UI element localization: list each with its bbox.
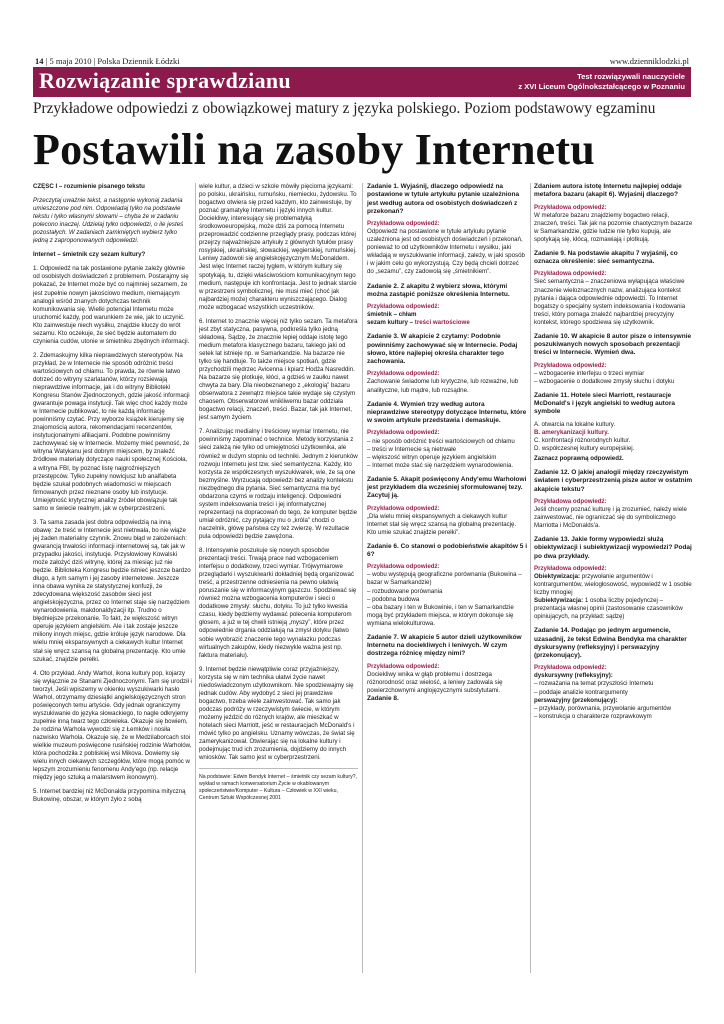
credit-line-2: z XVI Liceum Ogólnokształcącego w Poznaniu bbox=[518, 82, 685, 91]
task-13-question: Zadanie 13. Jakie formy wypowiedzi służą obiektywizacji i subiektywizacji wypowiedzi? Podaj po dwa przykłady. bbox=[534, 535, 692, 560]
answer-label: Przykładowa odpowiedź: bbox=[534, 497, 607, 505]
text-column-4 bbox=[534, 183, 694, 983]
task-11-option-a: A. otwarcia na lokalne kultury. bbox=[534, 420, 616, 428]
paragraph-4: 4. Oto przykład. Andy Warhol, ikona kultury pop, kojarzy się wyłącznie ze Stanami Zjednoczonymi. Tam się urodził i tworzył. Jeśli wpiszemy w okienku wyszukiwarki hasło Warhol, otrzymamy dziesiątki angielskojęzycznych stron poświęconych temu artyście. Gdy jednak ograniczymy wyszukiwanie do języka słowackiego, to nagle odkryjemy zupełnie inną twarz tego człowieka. Okazuje się bowiem, że rodzina Warhola wywodzi się z Łemków i nosiła nazwisko Warhola. Okazuje się, że w Medzilaborcach stoi wielkie muzeum poświęcone rusińskiej rodzinie Warholów, która pochodziła z pobliskiej wsi Mikova. Dowiemy się wielu innych ciekawych szczegółów, które mogą pomóc w lepszym zrozumieniu fenomenu Andy'ego (np. relacje między jego sztuką a malarstwem ikonowym). bbox=[33, 669, 192, 782]
task-14-heading-2: perswazyjny (przekonujący): bbox=[534, 696, 618, 704]
task-14-answer-2: – poddaje analizie kontrargumenty bbox=[534, 688, 628, 696]
task-10-question: Zadanie 10. W akapicie 8 autor pisze o intensywnie poszukiwanych nowych sposobach prezentacji treści w Internecie. Wymień dwa. bbox=[534, 332, 692, 357]
task-5-question: Zadanie 5. Akapit poświęcony Andy'emu Warholowi jest przykładem dla wcześniej sformułowanej tezy. Zacytuj ją. bbox=[367, 475, 527, 500]
task-8-heading: Zadanie 8. bbox=[367, 694, 399, 702]
page-number: 14 bbox=[35, 56, 44, 66]
task-11-option-b: B. amerykanizacji kultury. bbox=[534, 428, 609, 436]
article-headline: Postawili na zasoby Internetu bbox=[33, 125, 595, 174]
answer-label: Przykładowa odpowiedź: bbox=[534, 564, 607, 572]
task-7-answer: Dociekliwy wnika w głąb problemu i dostrzega różnorodność oraz wielość, a leniwy zadowala się powierzchownymi anglojęzycznymi substytutami. bbox=[367, 670, 503, 694]
paragraph-9: 9. Internet będzie niewątpliwie coraz przyjaźniejszy, korzysta się w nim technika ułatwi życie nawet niedoświadczonym użytkownikom. Nie spodziewajmy się jednak cudów. Aby wydobyć z sieci jej prawdziwe bogactwo, trzeba wiele zainwestować. Tak samo jak podczas podróży w rzeczywistym świecie, w którym możemy jeździć do różnych krajów, ale mieszkać w hotelach sieci Marriott, jeść w restauracjach McDonald's i mówić tylko po angielsku. Uznamy wówczas, że świat się zamerykanizował. Otwierając się na lokalne kultury i podejmując trud ich zrozumienia, dojdziemy do innych wniosków. Tak samo jest w cyberprzestrzeni. bbox=[199, 665, 355, 762]
task-10-answer-1: – wzbogacenie interfejsu o trzeci wymiar bbox=[534, 369, 645, 377]
task-3-question: Zadanie 3. W akapicie 2 czytamy: Podobnie powinniśmy zachowywać się w Internecie. Podaj słowo, które najlepiej określa charakter tego zachowania. bbox=[367, 333, 518, 366]
answer-label: Przykładowa odpowiedź: bbox=[367, 370, 440, 378]
answer-label: Przykładowa odpowiedź: bbox=[534, 203, 607, 211]
task-2-answer-2 bbox=[367, 319, 527, 327]
task-12-answer: Jeśli chcemy poznać kulturę i ją zrozumieć, należy wiele zainwestować, nie ograniczać się do symbolicznego Marriotta i McDonalds'a. bbox=[534, 505, 687, 529]
task-11-question: Zadanie 11. Hotele sieci Marriott, restauracje McDonald's i język angielski to według autora symbole bbox=[534, 391, 675, 416]
part-heading: CZĘŚĆ I – rozumienie pisanego tekstu bbox=[33, 183, 145, 190]
task-11-option-d: D. współczesnej kultury europejskiej. bbox=[534, 444, 635, 452]
task-6-answer-2: – rozbudowane porównania bbox=[367, 587, 443, 595]
task-3-answer: Zachowanie świadome lub krytyczne, lub rozważne, lub analityczne, lub mądre, lub rozsądne. bbox=[367, 378, 519, 394]
column-divider bbox=[362, 183, 363, 973]
task-4-question: Zadanie 4. Wymień trzy według autora nieprawdziwe stereotypy dotyczące Internetu, które w swoim artykule przedstawia i demaskuje. bbox=[367, 400, 527, 425]
task-7-question: Zadanie 7. W akapicie 5 autor dzieli użytkowników Internetu na dociekliwych i leniwych. W czym dostrzega różnicę między nimi? bbox=[367, 633, 522, 658]
task-11-option-c: C. konfrontacji różnorodnych kultur. bbox=[534, 436, 631, 444]
answer-label: Przykładowa odpowiedź: bbox=[367, 662, 440, 670]
task-6-answer-3: – podobna budowa bbox=[367, 595, 420, 603]
task-11-instruction: Zaznacz poprawną odpowiedź. bbox=[534, 454, 624, 462]
text-column-2 bbox=[199, 183, 358, 958]
task-14-answer-1: – rozważania na temat przyszłości Internetu bbox=[534, 680, 654, 688]
answer-label: Przykładowa odpowiedź: bbox=[534, 664, 607, 672]
paragraph-3: 3. Ta sama zasada jest dobra odpowiedzią na inną obawę: że treść w Internecie jest nietrwała, bo nie wiąże jej żaden materialny czynnik. Znowu błąd w założeniach: gwarancją trwałości informacji internetowej są, tak jak w przypadku jakości, instytucje. Przysłowiowy Kowalski może założyć dziś witrynę, której za miesiąc już nie będzie. Biblioteka Kongresu będzie istnieć jeszcze bardzo długo, a tym samym i jej zasoby internetowe. Jeszcze inna obawa wynika ze statystycznej konfuzji, że zdecydowana większość zasobów sieci jest angielskojęzyczna, przez co Internet staje się narzędziem wynarodowienia, makdonaldyzacji itp. Trudno o błędniejsze przekonanie. To fakt, że większość witryn operuje językiem angielskim. Ale i tak zostaje jeszcze miliony innych miejsc, gdzie króluje język narodowe. Dla wielu mniej ekspansywnych a ciekawych kultur Internet stał się wręcz szansą na globalną prezentację. Kto umie szukać, znajdzie perełki. bbox=[33, 518, 191, 663]
divider bbox=[199, 768, 358, 769]
task-10-answer-2: – wzbogacenie o dodatkowe zmysły słuchu i dotyku bbox=[534, 377, 675, 385]
task-14-question: Zadanie 14. Podając po jednym argumencie, uzasadnij, że tekst Edwina Bendyka ma charakter dyskursywny (refleksyjny) i perswazyjny (przekonujący). bbox=[534, 627, 687, 660]
issue-date: | 5 maja 2010 | Polska Dziennik Łódzki bbox=[43, 56, 180, 66]
task-6-answer-1: – wobu występują geograficzne porównania (Bukowina – bazar w Samarkandzie) bbox=[367, 571, 522, 587]
task-2-answer-term: sezam kultury – bbox=[367, 319, 415, 327]
column-divider bbox=[530, 183, 531, 973]
answer-label: Przykładowa odpowiedź: bbox=[367, 563, 440, 571]
answer-label: Przykładowa odpowiedź: bbox=[534, 270, 607, 278]
paragraph-2: 2. Zdemaskujmy kilka nieprawdziwych stereotypów. Na przykład, że w Internecie nie sposób odróżnić treści wartościowych od chłamu. To prawda, że równie łatwo dotrzeć do witryny szarlatanów, którzy rozsiewają nieprawdziwe informacje, jak i do witryny Biblioteki Kongresu Stanów Zjednoczonych, gdzie jakość informacji gwarantuje powaga instytucji. Tak więc choć każdy może w Internecie publikować, to nie każdą informację powinniśmy czytać. Przy wyborze książek kierujemy się znajomością autora, rekomendacjami recenzentów, instytucjonalnymi afiliacjami. Podobne powinniśmy zachowywać się w Internecie. Możemy mieć pewność, że witryna Watykanu jest dobrym miejscem, by znaleźć źródłowe materiały dotyczące nauki społecznej Kościoła, a witryna FBI, by poznać listę najgroźniejszych przestępców. Tylko zupełny nowicjusz lub analfabeta będzie szukał podobnych wiadomości w miejscach firmowanych przez nieznane osoby lub instytucje. Umiejętność krytycznej analizy źródeł obowiązuje tak samo w świecie realnym, jak w cyberprzestrzeni. bbox=[33, 351, 190, 512]
instructions: Przeczytaj uważnie tekst, a następnie wykonaj zadania umieszczone pod nim. Odpowiadaj tylko na podstawie tekstu i tylko własnymi słowami – chyba że w zadaniu polecono inaczej. Udzielaj tylko odpowiedzi, o ile jesteś pozostałych. W zadaniach zamkniętych wybierz tylko jedną z zaproponowanych odpowiedzi. bbox=[33, 197, 184, 245]
column-divider bbox=[195, 183, 196, 973]
site-url[interactable]: www.dzienniklodzki.pl bbox=[609, 56, 689, 66]
answer-label: Przykładowa odpowiedź: bbox=[534, 361, 607, 369]
task-9-question: Zadanie 9. Na podstawie akapitu 7 wyjaśnij, co oznacza określenie: sieć semantyczna. bbox=[534, 249, 678, 266]
source-article-title: Internet – śmietnik czy sezam kultury? bbox=[33, 251, 146, 259]
task-8-question: Zdaniem autora istotę Internetu najlepiej oddaje metafora bazaru (akapit 6). Wyjaśnij dlaczego? bbox=[534, 183, 682, 199]
task-4-answer-1: – nie sposób odróżnić treści wartościowych od chłamu bbox=[367, 437, 515, 445]
task-4-answer-4: – Internet może stać się narzędziem wynarodowienia. bbox=[367, 461, 514, 469]
task-4-answer-3: – większość witryn operuje językiem angielskim bbox=[367, 453, 497, 461]
paragraph-5-cont: wiele kultur, a dzieci w szkole mówiły pięcioma językami: po polsku, ukraińsku, rumuńsku, niemiecku, żydowsku. To bogactwo otwiera się przed każdym, kto zainwestuje, by poznać gramatykę Internetu i języki innych kultur. Dociekliwy, interesujący się problematyką środkowoeuropejską, może dziś za pomocą Internetu przeprowadzić codzienne przeglądy prasy, podczas której przejrzy najważniejsze artykuły z głównych tytułów prasy rosyjskiej, ukraińskiej, słowackiej, węgierskiej, rumuńskiej. Leniwy zadowoli się angielskojęzycznym McDonaldem. Jest więc Internet raczej tyglem, w którym kultury się spotykają, tu, dzięki właściwościom komunikacyjnym tego medium, następuje ich konfrontacja. Jest to jednak starcie w przestrzeni symbolicznej, nie musi mieć (choć jak najbardziej może) charakteru wyniszczającego. Dialog może wzbogacać wszystkich uczestników. bbox=[199, 183, 357, 311]
task-6-answer-4: – oba bazary i ten w Bukowinie, i ten w Samarkandzie mogą być przykładem miejsca, w którym dokonuje się wymiana wielokulturowa. bbox=[367, 603, 514, 627]
task-14-heading-1: dyskursywny (refleksyjny): bbox=[534, 672, 613, 680]
task-6-question: Zadanie 6. Co stanowi o podobieństwie akapitów 5 i 6? bbox=[367, 542, 527, 559]
paragraph-8: 8. Intensywnie poszukuje się nowych sposobów prezentacji treści. Trwają prace nad wzbogaceniem interfejsu o dodatkowy, trzeci wymiar. Trójwymiarowe przeglądarki i wyszukiwarki dokładniej będą organizować treść, a przestrzenne odniesienia na pewno ułatwią poruszanie się w informacyjnym gąszczu. Spodziewać się również można wzbogacenia komputerów i sieci o dodatkowe zmysły: słuchu, dotyku. To już tylko kwestia czasu, kiedy będziemy wydawać polecenia komputerom głosem, a już w tej chwili istnieją „myszy”, które przez odpowiednie drgania oddziałują na zmysł dotyku (łatwo sobie wyobrazić znaczenie tego wynalazku podczas wirtualnych zakupów, kiedy niezwykle ważna jest np. faktura materiału). bbox=[199, 547, 357, 659]
paragraph-5: 5. Internet bardziej niż McDonalda przypomina mityczną Bukowinę, obszar, w którym żyło z sobą bbox=[33, 788, 186, 804]
task-2-answer-value: treści wartościowe bbox=[414, 319, 470, 327]
issue-info bbox=[35, 56, 180, 66]
task-13-text-1: przywołanie argumentów i kontrargumentów, wielogłosowość, wypowiedź w 1 osobie liczby mnogiej bbox=[534, 572, 692, 597]
answer-label: Przykładowa odpowiedź: bbox=[367, 504, 440, 512]
task-1-question: Zadanie 1. Wyjaśnij, dlaczego odpowiedź na postawione w tytule artykułu pytanie uzależniona jest według autora od osobistych doświadczeń z przekonań? bbox=[367, 183, 520, 215]
task-13-text-2: 1 osoba liczby pojedynczej – prezentacja własnej opinii (zastosowanie czasowników opiniujących, na przykład: sądzę) bbox=[534, 597, 683, 621]
section-banner bbox=[33, 67, 691, 97]
task-13-answer-1 bbox=[534, 573, 694, 597]
section-credit bbox=[518, 72, 685, 92]
paragraph-1: 1. Odpowiedź na tak postawione pytanie zależy głównie od osobistych doświadczeń z problemem. Postarajmy się pokazać, że Internet może być co najmniej sezamem, że jest zupełnie nowym jakościowo medium, niemającym analogii wśród znanych dotychczas technik komunikowania się. Wielki potencjał Internetu może uruchomić każdy, pod warunkiem że wie, jak to uczynić. Kto zainwestuje niech wysiłku, znajdzie kluczy do wrót sezamu. Kto oczekuje, że sieć będzie automatem do czynienia cudów, utonie w śmietniku zbędnych informacji. bbox=[33, 265, 190, 345]
task-14-answer-3: – przykłady, porównania, przywołanie argumentów bbox=[534, 704, 672, 712]
answer-label: Przykładowa odpowiedź: bbox=[367, 220, 440, 228]
source-note: Na podstawie: Edwin Bendyk Internet – śmietnik czy sezam kultury?, wykład w ramach konwersatorium Życie w okablowanym społeczeństwie/Komputer – Kultura – Człowiek w XXI wieku, Centrum Sztuki Współczesnej 2001 bbox=[199, 774, 358, 801]
answer-label: Przykładowa odpowiedź: bbox=[367, 429, 440, 437]
task-14-answer-4: – konstrukcja o charakterze rozprawkowym bbox=[534, 712, 652, 720]
task-12-question: Zadanie 12. O jakiej analogii między rzeczywistym światem i cyberprzestrzenią pisze autor w ostatnim akapicie tekstu? bbox=[534, 468, 693, 493]
task-13-answer-2 bbox=[534, 597, 694, 621]
task-13-term-2: Subiektywizacja: bbox=[534, 597, 584, 605]
task-8-answer: W metaforze bazaru znajdziemy bogactwo relacji, znaczeń, treści. Tak jak na pozornie chaotycznym bazarze w Samarkandzie, gdzie ludzie nie tylko kupują, ale spotykają się, kłócą, rozmawiają i plotkują. bbox=[534, 211, 693, 243]
task-9-answer: Sieć semantyczna – znaczeniowa wyłapująca właściwe znaczenie wieloznacznych nazw, analizująca kontekst pytania i dająca odpowiednie odpowiedzi. To Internet bogatszy o specjalny system indeksowania i kodowania treści, który pomaga znaleźć najbardziej precyzyjny kontekst, którego spodziewa się użytkownik. bbox=[534, 278, 686, 326]
task-2-answer-1: śmietnik – chłam bbox=[367, 311, 417, 319]
paragraph-6: 6. Internet to znacznie więcej niż tylko sezam. Ta metafora jest zbyt statyczna, pasywna, podkreśla tylko jedną składową. Sądzę, że znacznie lepiej oddaje istotę tego medium metafora klasycznego bazaru, takiego jaki od setek lat istnieje np. w Samarkandzie. Na bazarze nie tylko się handluje. To także miejsce spotkań, gdzie przychodzili mędrzec Avicenna i kpiarz Hodża Nasreddin. Na bazarze się plotkuje, kłóci, a gdzieś w zaułku nawet chwyta za bary. Dla nieobeznanego z „ekologią” bazaru obserwatora z zewnątrz miejsce takie wydaje się czystym chaosem. Obserwatorowi wnikliwemu bazar oddziała bogactwo relacji, znaczeń, treści. Bazar, tak jak Internet, jest samym życiem. bbox=[199, 317, 358, 422]
paragraph-7: 7. Analizując medialny i treściowy wymiar Internetu, nie powinniśmy zapominać o technice. Metody korzystania z sieci zależą nie tylko od umiejętności użytkownika, ale również w dużym stopniu od techniki. Jednym z kierunków rozwoju Internetu jest tzw. sieć semantyczna. Każdy, kto korzysta ze współczesnych wyszukiwarek, wie, że są one bezmyślne. Wyrzucają odpowiedzi bez analizy kontekstu niezbędnego dla pytania. Sieć semantyczna ma być obdarzona czymś w rodzaju inteligencji. Odpowiedni system indeksowania treści i jej informatycznej reprezentacji na dopracowań do tego, że komputer będzie umiał odróżnić, czy pytający mu o „króla” chodzi o naczelnik, główę państwa czy też zwierzę. W rezultacie pula odpowiedzi będzie zawężona. bbox=[199, 428, 358, 540]
answer-label: Przykładowa odpowiedź: bbox=[367, 303, 440, 311]
task-2-question: Zadanie 2. Z akapitu 2 wybierz słowa, którymi można zastąpić poniższe określenia Internetu. bbox=[367, 282, 510, 298]
task-4-answer-2: – treści w Internecie są nietrwałe bbox=[367, 445, 457, 453]
section-title: Rozwiązanie sprawdzianu bbox=[39, 68, 291, 93]
task-13-term-1: Obiektywizacja: bbox=[534, 572, 581, 580]
credit-line-1: Test rozwiązywali nauczyciele bbox=[577, 72, 685, 81]
text-column-3 bbox=[367, 183, 527, 973]
text-column-1 bbox=[33, 183, 192, 963]
task-1-answer: Odpowiedź na postawione w tytule artykułu pytanie uzależniona jest od osobistych doświadczeń i przekonań, ponieważ to od użytkowników Internetu i wysiłku, jaki wkładają w wyszukiwanie informacji, zależy, w jaki sposób i w jakim celu go wykorzystują. Czy będą chcieli dotrzeć do „sezamu”, czy zadowolą się „śmietnikiem”. bbox=[367, 228, 525, 276]
article-kicker: Przykładowe odpowiedzi z obowiązkowej matury z języka polskiego. Poziom podstawowy egzaminu bbox=[33, 100, 656, 117]
task-5-answer: „Dla wielu mniej ekspansywnych a ciekawych kultur Internet stał się wręcz szansą na globalną prezentację. Kto umie szukać znajdzie perełki”. bbox=[367, 512, 517, 536]
